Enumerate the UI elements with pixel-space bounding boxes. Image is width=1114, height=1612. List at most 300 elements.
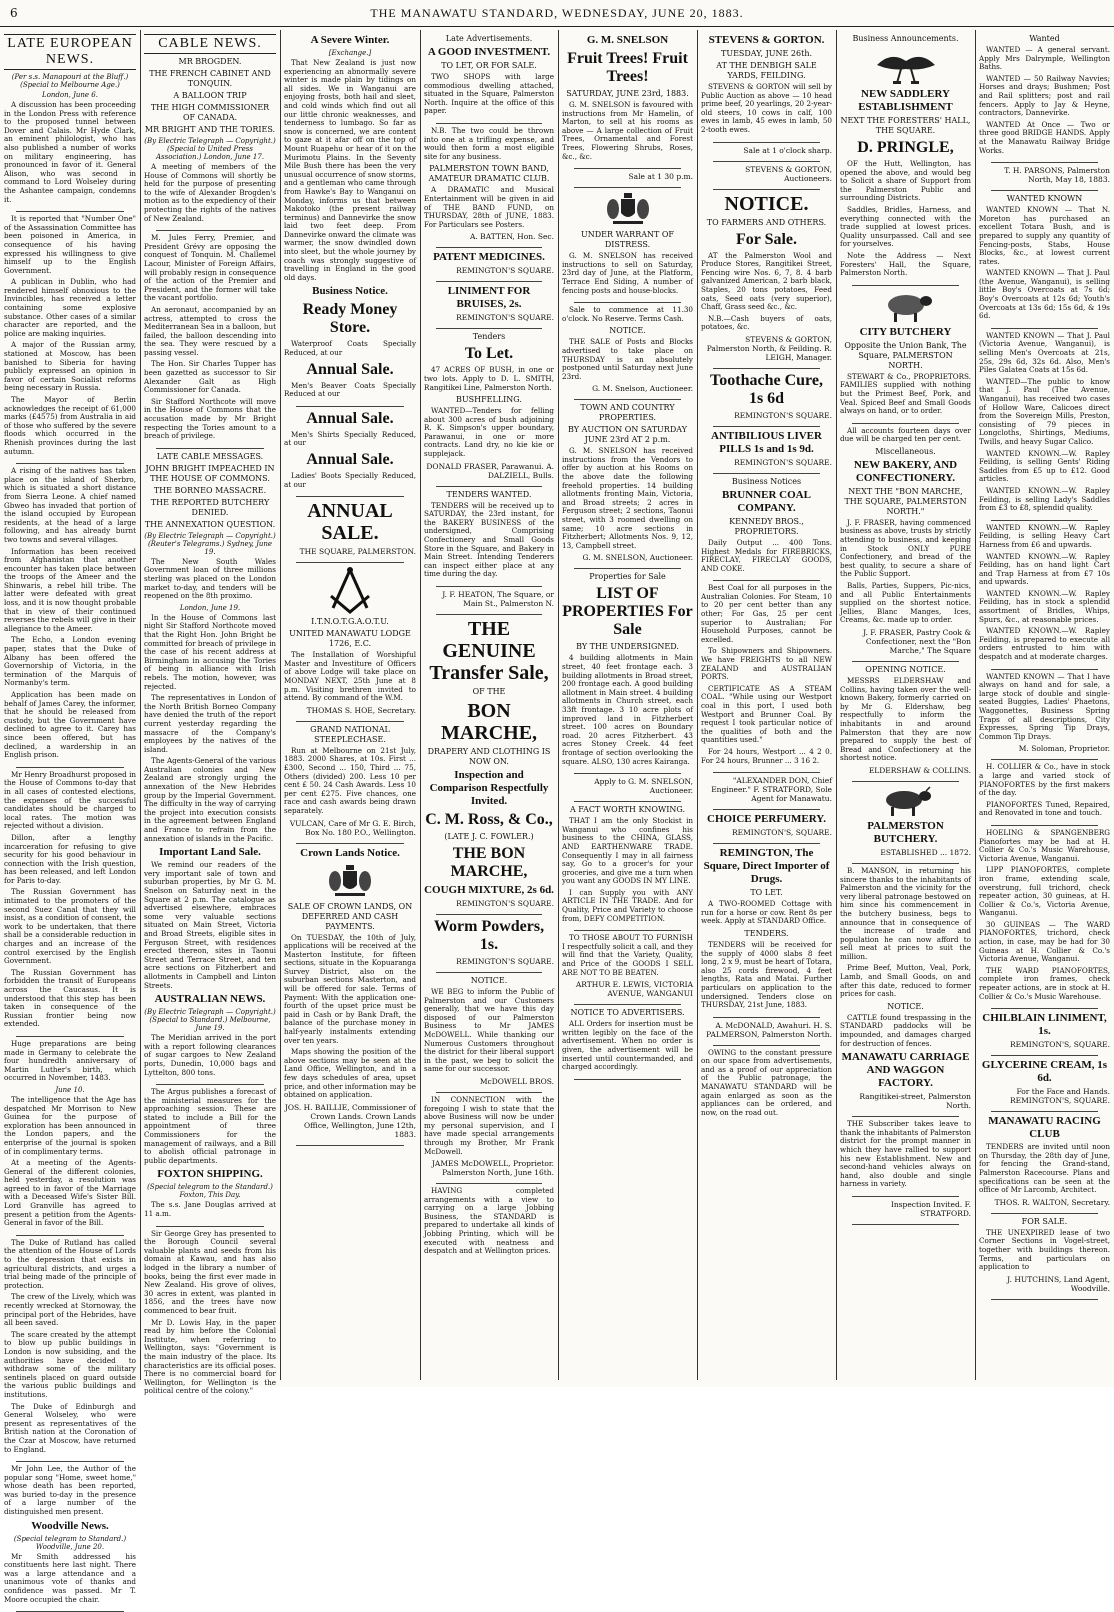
paragraph <box>979 553 1110 587</box>
paragraph <box>701 539 832 573</box>
paragraph-text: 30 GUINEAS — The WARD PIANOFORTES, trichord, check action, in case, may be had for 30 Guineas at H. Collier & Co.'s Victoria Avenue, Wanganui. <box>979 919 1110 964</box>
paragraph-text: ALL Orders for insertion must be written legibly on the face of the advertisement. When no order is given, the advertisement will be inserted until countermanded, and charged accordingly. <box>562 1019 693 1072</box>
paragraph-text: WANTED KNOWN.—W. Rapley Feilding, has on hand light Cart and Trap Harness at from £7 10s and upwards. <box>979 551 1110 587</box>
divider <box>713 185 820 190</box>
paragraph-text: WANTED KNOWN.—W. Rapley Feilding, has in stock a splendid assortment of Bridles, Whips, Spurs, &c., at reasonable prices. <box>979 588 1110 624</box>
paragraph <box>284 340 416 357</box>
divider <box>713 576 820 581</box>
paragraph-text: THAT I am the only Stockist in Wanganui who confines his business to the CHINA, GLASS, AND EARTHENWARE TRADE. Consequently I may in all fairness say, Go to a grocer's for your groceries, and give me a turn when you want any GOODS IN MY LINE. <box>562 816 693 886</box>
subheading: NEXT THE FORESTERS' HALL, THE SQUARE. <box>840 116 971 135</box>
display-line: Annual Sale. <box>306 451 394 468</box>
paragraph-text: TO THOSE ABOUT TO FURNISH I respectfully solicit a call, and they will find that the Variety, Quality, and Price of the GOODS I SELL ARE NOT TO BE BEATEN. <box>562 933 693 977</box>
paragraph <box>4 834 136 886</box>
subheading: FOR SALE. <box>1021 1216 1068 1226</box>
signature: Rangitikei-street, Palmerston North. <box>859 1092 971 1111</box>
signature: ELDERSHAW & COLLINS. <box>868 765 971 775</box>
display-line: C. M. Ross, & Co., <box>425 811 553 828</box>
signature: G. M. Snelson, Auctioneer. <box>592 384 693 394</box>
paragraph <box>840 1120 971 1189</box>
subheading: TO FARMERS AND OTHERS. <box>706 217 827 227</box>
paragraph-text: The Agents-General of the various Australian colonies and New Zealand are strongly urging the annexation of the New Hebrides group by the Imperial Government. The difficulty in the way of carrying the project into execution consists in the agreement between England and France to refrain from the annexation of islands in the Pacific. <box>144 756 276 843</box>
signature: G. M. SNELSON, Auctioneer. <box>582 553 693 563</box>
paragraph-text: WANTED KNOWN.—W. Rapley Feilding, is prepared to execute all orders entrusted to him with despatch and at moderate charges. <box>979 626 1110 662</box>
ad-heading: MANAWATU RACING CLUB <box>988 1115 1101 1141</box>
paragraph <box>4 1239 136 1291</box>
paragraph-text: The Echo, a London evening paper, states that the Duke of Albany has been offered the Governorship of Victoria, in the termination of the Marquis of Normanby's term. <box>4 635 136 688</box>
section-heading: Important Land Sale. <box>159 846 261 859</box>
dateline: (Special telegram to Standard.) Woodville, June 20. <box>13 1534 127 1551</box>
paragraph <box>701 584 832 644</box>
signature: J. HUTCHINS, Land Agent, Woodville. <box>1007 1274 1110 1293</box>
display-line: Annual Sale. <box>306 360 394 378</box>
paragraph-text: CATTLE found trespassing in the STANDARD paddocks will be impounded, and damages charged for destruction of fences. <box>840 1012 971 1048</box>
dateline: (Special telegram to the Standard.) Foxton, This Day. <box>147 1183 273 1200</box>
paragraph-text: THE Subscriber takes leave to thank the inhabitants of Palmerston district for the prompt manner in which they have rallied to support his new Establishment. New and second-hand vehicles always on hand, also double and single harness in variety. <box>840 1119 971 1189</box>
paragraph <box>4 969 136 1029</box>
paragraph-text: Best Coal for all purposes in the Australian Colonies. For Steam, 10 to 20 per cent better than any other; For Gas, 25 per cent superior to Australian; For Household Purposes, cannot be excelled. <box>701 583 832 644</box>
display-line: Ready Money Store. <box>302 301 398 337</box>
paragraph <box>284 747 416 816</box>
paragraph <box>840 964 971 998</box>
divider <box>852 419 959 424</box>
signature: McDOWELL BROS. <box>479 1076 554 1086</box>
divider <box>713 1013 820 1018</box>
paragraph <box>424 186 554 229</box>
paragraph <box>424 73 554 116</box>
divider <box>713 805 820 810</box>
paragraph <box>284 431 416 448</box>
divider <box>436 582 542 587</box>
column-4 <box>424 32 554 1380</box>
subheading: THE REPORTED BUTCHERY DENIED. <box>150 497 270 517</box>
paragraph-text: The Russian Government has intimated to the promoters of the second Suez Canal that they will insist, as a condition of consent, the work to be undertaken, that there shall be a considerable reduction in charges and an increase of the control exercised by the English Government. <box>4 887 136 966</box>
paragraph-text: CERTIFICATE AS A STEAM COAL. "While using our Westport coal in this port, I used both Westport and Brunner Coal. By request I took particular notice of the qualities of both and the quantities used." <box>701 683 832 745</box>
display-line: Worm Powders, 1s. <box>433 918 545 953</box>
paragraph <box>701 685 832 745</box>
divider <box>713 422 820 427</box>
paragraph <box>144 757 276 843</box>
paragraph-text: The Mayor of Berlin acknowledges the receipt of 61,000 marks (£4575) from Australia in aid of those who suffered by the severe floods which occurred in the Rhenish provinces during the last autumn. <box>4 395 136 456</box>
column-8 <box>979 32 1110 1380</box>
paragraph-text: OF the Hutt, Wellington, has opened the above, and would beg to Solicit a share of Support from the Palmerston Public and surrounding Districts. <box>840 159 971 203</box>
paragraph-text: Daily Output ... 400 Tons. Highest Medals for FIREBRICKS, FIRECLAY, FIRECLAY GOODS, AND COKE. <box>701 537 832 573</box>
paragraph-text: To Shipowners and Shipowners. We have FREIGHTS to all NEW ZEALAND and AUSTRALIAN PORTS. <box>701 646 832 682</box>
paragraph-text: WANTED KNOWN.—W. Rapley Feilding, is selling Gents' Riding Saddles from £5 up to £12. Good articles. <box>979 448 1110 484</box>
signature: ARTHUR E. LEWIS, VICTORIA AVENUE, WANGANUI <box>575 980 693 999</box>
paragraph-text: WANTED — 50 Railway Navvies; Horses and drays; Bushmen; Post and Rail splitters; post and rail fencers. Apply to Jay & Heyne, contractors, Dannevirke. <box>979 73 1110 118</box>
divider <box>852 859 959 864</box>
paragraph <box>424 1187 554 1256</box>
paragraph-text: A publican in Dublin, who had rendered himself obnoxious to the Invincibles, has received a letter containing some explosive substance. Other cases of a similar character are reported, and the police are making inquiries. <box>4 277 136 338</box>
paragraph <box>701 315 832 332</box>
paragraph-text: Sir George Grey has presented to the Borough Council several valuable plants and seeds from his domain at Kawau, and has also lodged in the library a number of books, being the first ever made in New Zealand. His grove of olives, 30 acres in extent, was planted in 1856, and the trees have now commenced to bear fruit. <box>144 1228 276 1315</box>
ad-heading: REMINGTON, The Square, Direct Importer of Drugs. <box>703 847 830 886</box>
paragraph-text: MESSRS ELDERSHAW and Collins, having taken over the well-known Bakery, formerly carried on by Mr G. Eldershaw, beg respectfully to inform the inhabitants in and around Palmerston that they are now prepared to supply the best of Bread and Confectionery at the shortest notice. <box>840 676 971 763</box>
paragraph <box>840 1014 971 1048</box>
ad-heading: G. M. SNELSON <box>586 34 669 46</box>
subheading: TENDERS. <box>744 928 789 938</box>
paragraph <box>4 1465 136 1517</box>
column-1 <box>4 32 136 1604</box>
paragraph-text: That New Zealand is just now experiencing an abnormally severe winter is made plain by tidings on all sides. We in Wanganui are enjoying frosts, both hail and sleet, and cold winds which find out all our little chronic weaknesses, and tenderness to lumbago. So far as snow is concerned, we are content to gaze at it afar off on the top of Mount Ruapehu or hear of it on the Murimotu Plains. In the Seventy Mile Bush there has been the very unusual occurrence of snow storms, and a gentleman who came through from Hawke's Bay to Wanganui on Monday, informs us that between Makotoko (the present railway terminus) and Dannevirke the snow laid two feet deep. From Dannevirke onward the climate was warmer, the snow dwindled down into sleet, but the whole journey by coach was strongly suggestive of travelling in England in the good old days. <box>284 58 416 282</box>
paragraph-text: THE SALE of Posts and Blocks advertised to take place on THURSDAY is an absolutely postponed until Saturday next June 23rd. <box>562 337 693 381</box>
paragraph <box>979 450 1110 484</box>
divider <box>574 564 681 569</box>
paragraph-text: Mr Henry Broadhurst proposed in the House of Commons to-day that in all cases of contested elections, the expenses of the successful candidates should be charged to local rates. The motion was rejected without a division. <box>4 769 136 831</box>
signature: J. F. HEATON, The Square, or Main St., Palmerston N. <box>442 590 554 608</box>
divider <box>156 444 264 449</box>
paragraph-text: THE WARD PIANOFORTES, complete iron frames, check repeater actions, are in stock at H. Collier & Co.'s Music Warehouse. <box>979 965 1110 1001</box>
divider <box>16 763 124 768</box>
signature: REMINGTON'S, SQUARE. <box>731 828 832 838</box>
divider <box>436 119 542 124</box>
ad-heading: MANAWATU CARRIAGE AND WAGGON FACTORY. <box>841 1051 970 1090</box>
divider <box>156 226 264 231</box>
coat-of-arms-icon <box>327 863 373 899</box>
subheading: Opposite the Union Bank, The Square, PALMERSTON NORTH. <box>844 340 967 370</box>
divider <box>991 755 1098 760</box>
paragraph-text: WANTED KNOWN — That J. Paul (Victoria Avenue, Wanganui), is selling Men's Overcoats at 21s, 25s, 29s 6d, 32s 6d. Also, Men's Piles Galatea Coats at 15s 6d. <box>979 330 1110 375</box>
subheading: DRAPERY AND CLOTHING IS NOW ON. <box>427 747 551 766</box>
divider <box>574 183 681 188</box>
divider <box>852 1192 959 1197</box>
column-rule <box>558 30 559 1380</box>
divider <box>991 516 1098 521</box>
paragraph <box>4 636 136 688</box>
subheading: MR BROGDEN. <box>178 57 242 66</box>
paragraph <box>979 206 1110 266</box>
paragraph-text: Waterproof Coats Specially Reduced, at our <box>284 339 416 358</box>
divider <box>436 324 542 329</box>
paragraph <box>144 234 276 303</box>
divider <box>296 492 404 497</box>
divider <box>852 1112 959 1117</box>
display-line: To Let. <box>464 345 514 363</box>
paragraph <box>979 378 1110 447</box>
ad-heading: CHILBLAIN LINIMENT, 1s. <box>982 1012 1107 1038</box>
subheading: SATURDAY, JUNE 23rd, 1883. <box>566 89 689 98</box>
dateline: (By Electric Telegraph — Copyright.) (Special to Standard.) Melbourne, June 19. <box>144 1008 276 1033</box>
paragraph <box>979 673 1110 742</box>
display-title: NOTICE. <box>724 192 809 215</box>
divider <box>991 1004 1098 1009</box>
dateline: (By Electric Telegraph — Copyright.) (Reuter's Telegrams.) Sydney, June 19. <box>144 531 276 556</box>
divider <box>713 157 820 162</box>
paragraph-text: TENDERS will be received up to SATURDAY, the 23rd instant, for the BAKERY BUSINESS of the undersigned, Comprising Confectionery and Small Goods Store in the Square, and Bakery in Main Street. Intending Tenderers can inspect either place at any time during the day. <box>424 500 554 579</box>
divider <box>436 968 542 973</box>
paragraph-text: STEVENS & GORTON will sell by Public Auction as above — 10 head prime beef, 20 yearlings, 20 2-year-old steers, 10 cows in calf, 100 ewes in lamb, 45 ewes in lamb, 50 2-tooth ewes. <box>701 82 832 134</box>
paragraph-text: A TWO-ROOMED Cottage with run for a horse or cow. Rent 8s per week. Apply at STANDARD Office. <box>701 899 832 926</box>
divider <box>574 797 681 802</box>
paragraph-text: Mr John Lee, the Author of the popular song "Home, sweet home," whose death has been reported, was buried to-day in the presence of a large number of the distinguished men present. <box>4 1464 136 1517</box>
dateline: [Exchange.] <box>328 49 372 57</box>
section-heading: AUSTRALIAN NEWS. <box>154 993 266 1006</box>
subheading: TO LET. <box>750 888 783 898</box>
paragraph <box>979 627 1110 661</box>
paragraph <box>4 1159 136 1228</box>
saddle-icon <box>871 47 941 85</box>
paragraph <box>284 382 416 399</box>
signature: STEVENS & GORTON, Palmerston North, & Feilding. R. LEIGH, Manager. <box>706 334 832 362</box>
paragraph-text: WANTED KNOWN — That J. Paul (the Avenue, Wanganui), is selling little Boy's Overcoats at 7s 6d; Boy's Overcoats at 12s 6d; Youth's Overcoats at 13s 6d; 15s 6d, & 19s 6d. <box>979 268 1110 321</box>
paragraph-text: The Hon. Sir Charles Tupper has been gazetted as successor to Sir Alexander Galt as High Commissioner for Canada. <box>144 359 276 395</box>
signature: "ALEXANDER DON, Chief Engineer." F. STRATFORD, Sole Agent for Manawatu. <box>711 776 832 804</box>
paragraph-text: 47 ACRES OF BUSH, in one or two lots. Apply to D. L. SMITH, Rangitikei Line, Palmerston North. <box>424 365 554 392</box>
paragraph-text: WANTED KNOWN — That I have always on hand and for sale, a large stock of double and single-seated Buggies, Ladies' Phaetons, Waggonettes, Business Spring Traps of all descriptions, City Expresses, Spring Tip Drays, Common Tip Drays. <box>979 671 1110 741</box>
section-heading: A Severe Winter. <box>310 34 390 46</box>
paragraph-text: HOELING & SPANGENBERG Pianofortes may be had at H. Collier & Co.'s Music Warehouse, Victoria Avenue, Wanganui. <box>979 827 1110 863</box>
divider <box>713 469 820 474</box>
section-heading: CABLE NEWS. <box>144 34 276 54</box>
paragraph-text: Run at Melbourne on 21st July, 1883. 2000 Shares, at 10s. First ... £300, Second ... 150, Third ... 75, Others (divided) 200. Less 10 per cent £ 50. 24 Cash Awards. Less 10 per cent £275. Five chances, one race and cash awards being drawn separately. <box>284 745 416 815</box>
divider <box>991 1107 1098 1112</box>
display-line: THE BON MARCHE, <box>450 845 528 880</box>
paragraph-text: LIPP PIANOFORTES, complete iron frame, extending scale, overstrung, full trichord, check repeater action, 30 guineas, at H. Collier & Co.'s, Victoria Avenue, Wanganui. <box>979 865 1110 918</box>
paragraph-text: THE UNEXPIRED lease of two Corner Sections in Vogel-street, together with buildings thereon. Terms, and particulars on application to <box>979 1227 1110 1272</box>
subheading: Business Announcements. <box>852 34 959 43</box>
display-line: Toothache Cure, 1s 6d <box>710 371 823 407</box>
paragraph <box>840 677 971 763</box>
subheading: NOTICE. <box>470 976 508 985</box>
divider <box>991 324 1098 329</box>
signature: A. BATTEN, Hon. Sec. <box>470 232 554 242</box>
subheading: BUSHFELLING. <box>456 395 522 405</box>
paragraph <box>4 691 136 760</box>
section-heading: FOXTON SHIPPING. <box>157 1168 263 1181</box>
subheading: NOTICE TO ADVERTISERS. <box>570 1008 685 1018</box>
paragraph-text: PIANOFORTES Tuned, Repaired, and Renovated in tone and touch. <box>979 799 1110 818</box>
ad-heading: CHOICE PERFUMERY. <box>707 813 826 826</box>
paragraph-text: WE BEG to inform the Public of Palmerston and our Customers generally, that we have this day disposed of our Palmerston Business to Mr JAMES McDOWELL. While thanking our Numerous Customers throughout the district for their liberal support in the past, we beg to solicit the same for our successor. <box>424 987 554 1074</box>
paragraph-text: HAVING completed arrangements with a view to carrying on a large Jobbing Business, the STANDARD is prepared to undertake all kinds of Jobbing Printing, which will be executed with neatness and despatch and at Wellington prices. <box>424 1186 554 1256</box>
signature: J. F. FRASER, Pastry Cook & Confectioner, next the "Bon Marche," The Square <box>863 628 971 655</box>
column-7 <box>840 32 971 1380</box>
paragraph-text: The crew of the Lively, which was recently wrecked at Stornoway, the principal port of the Hebrides, have all been saved. <box>4 1292 136 1328</box>
paragraph <box>562 306 693 323</box>
paragraph-text: WANTED—Tenders for felling about 300 acres of bush adjoining R. K. Simpson's upper boundary, Parawanui, in one or more contracts. Land dry, no kie kie or supplejack. <box>424 406 554 459</box>
section-heading: Business Notice. <box>312 285 388 298</box>
display-line: For Sale. <box>735 230 798 248</box>
column-6 <box>701 32 832 1380</box>
ad-heading: ANTIBILIOUS LIVER PILLS 1s and 1s 9d. <box>711 429 822 455</box>
divider <box>436 1088 542 1093</box>
divider <box>713 138 820 143</box>
paragraph-text: The s.s. Jane Douglas arrived at 11 a.m. <box>144 1200 276 1219</box>
divider <box>852 281 959 286</box>
masthead-title: THE MANAWATU STANDARD, WEDNESDAY, JUNE 20, 1883. <box>370 6 744 20</box>
paragraph <box>840 252 971 278</box>
paragraph <box>562 447 693 550</box>
display-title: BON MARCHE, <box>440 700 538 744</box>
paragraph <box>144 861 276 990</box>
paragraph-text: 4 building allotments in Main street, 40 feet frontage each. 3 building allotments in Broad street, 200 frontage each. A good building allotment in Main street. 4 building allotments in Church street, each 33ft frontage. 3 10 acre plots of improved land in Fitzherbert street. 100 acres on Boundary road. 20 acres Fitzherbert. 43 acres Stoney Creek. 44 feet frontage of section overlooking the square. ALSO, 130 acres Kairanga. <box>562 653 693 766</box>
divider <box>991 158 1098 163</box>
ad-heading: NEW SADDLERY ESTABLISHMENT <box>858 88 953 113</box>
signature: REMINGTON'S SQUARE. <box>456 266 554 276</box>
paragraph-text: In the House of Commons last night Sir Stafford Northcote moved that the Right Hon. John Bright be committed for breach of privilege in the case of his recent address at Birmingham in accusing the Tories of being in alliance with Irish rebels. The motion, however, was rejected. <box>144 612 277 691</box>
paragraph-text: Huge preparations are being made in Germany to celebrate the four hundredth anniversary of Martin Luther's birth, which occurred in November, 1483. <box>4 1038 136 1083</box>
paragraph-text: For 24 hours, Westport ... 4 2 0. For 24 hours, Brunner ... 3 16 2. <box>701 746 832 765</box>
subheading: TO LET, OR FOR SALE. <box>441 61 537 70</box>
paragraph-text: STEWART & Co., PROPRIETORS. FAMILIES supplied with nothing but the Primest Beef, Pork, and Veal. Spiced Beef and Small Goods always on hand, or to order. <box>840 371 971 416</box>
signature: THE SQUARE, PALMERSTON. <box>299 547 416 557</box>
subheading: GRAND NATIONAL STEEPLECHASE. <box>310 724 390 744</box>
paragraph-text: The Duke of Rutland has called the attention of the House of Lords to the depression that exists in agricultural districts, and urges a trial being made of the principle of protection. <box>4 1237 136 1290</box>
paragraph-text: A DRAMATIC and Musical Entertainment will be given in aid of THE BAND FUND, on THURSDAY, 28th of JUNE, 1883. For Particulars see Posters. <box>424 185 554 229</box>
paragraph-text: I can Supply you with ANY ARTICLE IN THE TRADE. And for Quality, Price and Variety to choose from, DEFY COMPETITION. <box>562 887 693 923</box>
divider <box>713 1041 820 1046</box>
paragraph <box>979 801 1110 818</box>
divider <box>16 1231 124 1236</box>
signature: REMINGTON'S SQUARE. <box>456 957 554 966</box>
sheep-icon <box>878 289 934 323</box>
paragraph <box>4 1331 136 1400</box>
paragraph <box>840 206 971 249</box>
column-2 <box>144 32 277 1396</box>
paragraph <box>979 75 1110 118</box>
paragraph-text: The intelligence that the Age has despatched Mr Morrison to New Guinea for the purpose of exploration has been announced in the London papers, and the enterprise of the journal is spoken of in complimentary terms. <box>4 1094 136 1156</box>
paragraph-text: B. MANSON, in returning his sincere thanks to the inhabitants of Palmerston and the vicinity for the very liberal patronage bestowed on him since his commencement in the butchery business, begs to announce that in consequence of the increase of trade and population he can now afford to sell meat at prices to suit the million. <box>840 865 971 961</box>
signature: Sale at 1 30 p.m. <box>628 172 693 182</box>
display-line: Annual Sale. <box>306 409 394 427</box>
ad-heading: CITY BUTCHERY <box>859 325 952 338</box>
ad-heading: A GOOD INVESTMENT. <box>427 46 551 58</box>
paragraph <box>979 269 1110 321</box>
display-line: D. PRINGLE, <box>857 139 954 156</box>
subheading: BY AUCTION ON SATURDAY JUNE 23rd AT 2 p.m. <box>568 425 687 445</box>
subheading: Business Notices <box>731 476 802 486</box>
paragraph <box>562 889 693 923</box>
paragraph <box>562 817 693 886</box>
paragraph-text: Sir Stafford Northcote will move in the House of Commons that the accusation made by Mr Bright respecting the Tories amount to a breach of privilege. <box>144 396 276 441</box>
divider <box>991 186 1098 191</box>
divider <box>574 298 681 303</box>
subheading: Wanted <box>1029 34 1060 43</box>
paragraph <box>562 654 693 766</box>
paragraph <box>840 373 971 416</box>
paragraph-text: Sale to commence at 11.30 o'clock. No Reserve. Terms Cash. <box>562 305 693 323</box>
divider <box>852 657 959 662</box>
paragraph-text: AT the Palmerston Wool and Produce Stores, Rangitikei Street, Fencing wire Nos. 6, 7, 8. 4 barb galvanized American, 2 barb black, Staples, 20 tons potatoes, Feed oats, Seed oats (very superior), Chaff, Grass seed &c., &c. <box>701 250 832 312</box>
column-rule <box>140 30 141 1380</box>
signature: STEVENS & GORTON, Auctioneers. <box>745 164 832 183</box>
subheading: UNITED MANAWATU LODGE 1726, E.C. <box>289 629 411 649</box>
section-heading: Woodville News. <box>31 1519 109 1532</box>
signature: DONALD FRASER, Parawanui. A. DALZIELL, Bulls. <box>426 461 554 480</box>
paragraph <box>979 967 1110 1001</box>
page-number: 6 <box>10 6 18 20</box>
paragraph <box>562 252 693 295</box>
paragraph <box>979 1229 1110 1272</box>
paragraph <box>979 332 1110 375</box>
divider <box>991 1209 1098 1214</box>
ad-heading: Inspection and Comparison Respectfully Invited. <box>429 769 549 807</box>
subheading: BY THE UNDERSIGNED. <box>576 642 679 652</box>
ad-heading: LINIMENT FOR BRUISES, 2s. <box>447 285 531 311</box>
subheading: WANTED KNOWN <box>1006 194 1083 204</box>
column-rule <box>280 30 281 1380</box>
divider <box>436 1179 542 1184</box>
paragraph <box>562 1020 693 1072</box>
paragraph <box>979 590 1110 624</box>
signature: A. McDONALD, Awahuri. H. S. PALMERSON, Palmerston North. <box>706 1020 832 1039</box>
subheading: A BALLOON TRIP <box>173 91 247 100</box>
subheading: (LATE J. C. FOWLER.) <box>444 832 534 841</box>
display-title: ANNUAL SALE. <box>307 500 393 545</box>
signature: M. Soloman, Proprietor. <box>1018 744 1110 754</box>
divider <box>574 395 681 400</box>
divider <box>16 207 124 212</box>
display-title: THE GENUINE Transfer Sale, <box>429 618 549 684</box>
paragraph-text: A discussion has been proceeding in the London Press with reference to the proposed tunnel between Dover and Calais. Mr Hyde Clark, an eminent philologist, who has also published a number of works on military engineering, has pronounced in favor of it. General Alison, who was second in command to Lord Wolseley during the Ashantee campaign, condemns it. <box>4 100 136 204</box>
paragraph-text: M. Jules Ferry, Premier, and President Grévy are opposing the conquest of Tonquin. M. Challemel Lacour, Minister of Foreign Affairs, will probably resign in consequence of the action of the Premier and President, and the former will take the vacant portfolio. <box>144 233 276 303</box>
display-line: Fruit Trees! Fruit Trees! <box>567 50 688 85</box>
dateline: (By Electric Telegraph — Copyright.) (Special to United Press Association.) London, June 17. <box>144 137 276 161</box>
paragraph <box>562 934 693 977</box>
paragraph <box>144 1230 276 1316</box>
paragraph-text: OWING to the constant pressure on our space from advertisements, and as a proof of our appreciation of the Public patronage, the MANAWATU STANDARD will be again enlarged as soon as the appliances can be ordered, and now, on the road out. <box>701 1047 832 1117</box>
section-heading: LATE EUROPEAN NEWS. <box>4 34 136 70</box>
paragraph-text: The scare created by the attempt to blow up public buildings in London is now subsiding, and the authorities have decided to withdraw some of the military sentinels placed on guard outside the various public buildings and institutions. <box>4 1329 136 1399</box>
divider <box>16 1457 124 1462</box>
paragraph <box>144 1319 276 1396</box>
paragraph-text: WANTED At Once — Two or three good BRIDGE HANDS. Apply at the Manawatu Railway Bridge Works. <box>979 119 1110 155</box>
ad-heading: STEVENS & GORTON. <box>708 34 825 46</box>
signature: ESTABLISHED ... 1872. <box>880 847 971 857</box>
subheading: LATE CABLE MESSAGES. <box>156 451 264 461</box>
paragraph-text: TENDERS will be received for the supply of 4000 slabs 8 feet long, 2 x 9, must be heart of Totara, also 25 cords firewood, 4 feet lengths, Rata and Matai. Further particulars on application to the undersigned. Tenders close on THURSDAY, 21st June, 1883. <box>701 939 832 1010</box>
paragraph <box>284 934 416 1046</box>
divider <box>574 1075 681 1080</box>
paragraph <box>284 472 416 489</box>
paragraph <box>979 46 1110 72</box>
paragraph-text: G. M. SNELSON has received instructions to sell on Saturday, 23rd day of June, at the Platform, Terrace End Siding, A number of fencing posts and house-blocks. <box>562 251 693 295</box>
divider <box>713 768 820 773</box>
subheading: A FACT WORTH KNOWING. <box>569 805 686 815</box>
signature: REMINGTON'S SQUARE. <box>734 410 832 420</box>
paragraph <box>701 748 832 765</box>
paragraph <box>424 127 554 161</box>
paragraph <box>979 921 1110 964</box>
paragraph-text: All accounts fourteen days over due will be charged ten per cent. <box>840 425 971 444</box>
paragraph <box>144 1034 276 1077</box>
subheading: TUESDAY, JUNE 26th. <box>720 49 813 58</box>
paragraph <box>701 1049 832 1118</box>
paragraph <box>701 900 832 926</box>
paragraph <box>562 338 693 381</box>
paragraph-text: A major of the Russian army, stationed at Moscow, has been banished to Siberia for having publicly expressed an opinion in favor of certain Socialist reforms being necessary in Russia. <box>4 340 136 393</box>
paragraph <box>979 866 1110 918</box>
paragraph <box>4 771 136 831</box>
divider <box>296 839 404 844</box>
subheading: MR BRIGHT AND THE TORIES. <box>144 125 276 134</box>
subheading: Miscellaneous. <box>875 446 936 456</box>
signature: REMINGTON'S, SQUARE. <box>1009 1040 1110 1050</box>
paragraph-text: An aeronaut, accompanied by an actress, attempted to cross the Mediterranean Sea in a balloon, but failed, the balloon descending into the sea. They were rescued by a passing vessel. <box>144 304 276 357</box>
paragraph-text: Prime Beef, Mutton, Veal, Pork, Lamb, and Small Goods, on and after this date, reduced to former prices for cash. <box>840 963 971 999</box>
ad-heading: GLYCERINE CREAM, 1s 6d. <box>981 1059 1108 1085</box>
divider <box>296 1141 404 1146</box>
subheading: OPENING NOTICE. <box>865 665 946 674</box>
masthead <box>0 0 1114 27</box>
subheading: I.T.N.O.T.G.A.O.T.U. <box>311 617 389 627</box>
paragraph <box>424 988 554 1074</box>
paragraph-text: We remind our readers of the very important sale of town and suburban properties, by Mr G. M. Snelson on Saturday next in the Square at 2 p.m. The catalogue as advertised elsewhere, embraces some very valuable sections situated on Main Street, Victoria and Broad Streets, eligible sites in Ferguson Street, with residences erected thereon, sites in Taonui Street and Terrace Street, and ten acre sections on Fitzherbert and allotments in Campbell and Linton Streets. <box>144 860 276 990</box>
paragraph <box>4 548 136 634</box>
divider <box>574 769 681 774</box>
signature: REMINGTON'S SQUARE. <box>734 457 832 467</box>
paragraph <box>4 215 136 275</box>
